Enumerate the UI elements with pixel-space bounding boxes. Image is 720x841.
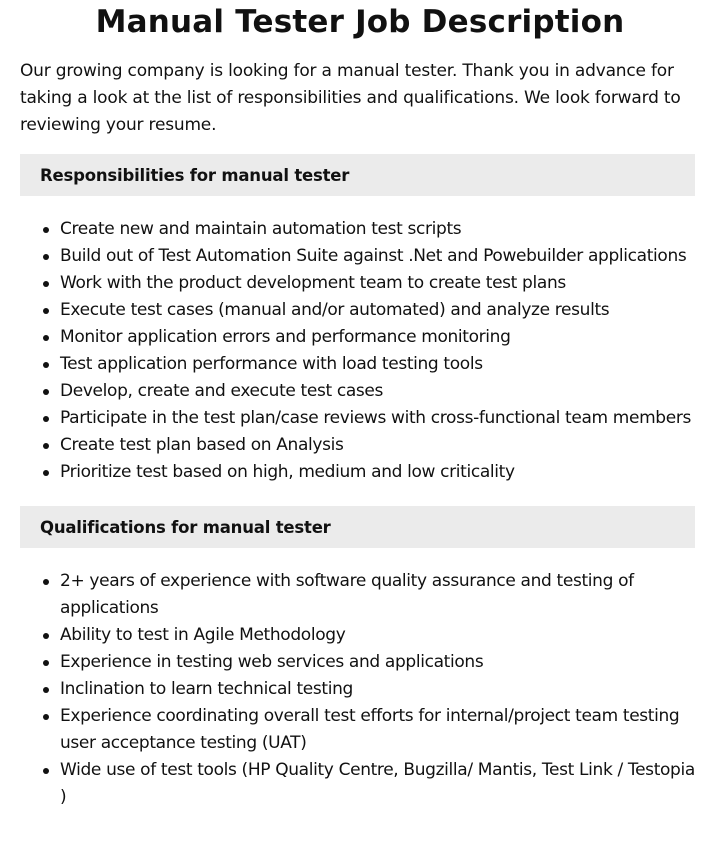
- responsibilities-list: [0, 216, 700, 486]
- list-item: Participate in the test plan/case reviews with cross-functional team members: [60, 405, 700, 432]
- responsibilities-heading: Responsibilities for manual tester: [40, 165, 350, 185]
- list-item: Execute test cases (manual and/or automated) and analyze results: [60, 297, 700, 324]
- list-item: Prioritize test based on high, medium and low criticality: [60, 459, 700, 486]
- qualifications-header: [20, 506, 695, 548]
- intro-paragraph: Our growing company is looking for a manual tester. Thank you in advance for taking a look at the list of responsibilities and qualifications. We look forward to reviewing your resume.: [20, 61, 681, 135]
- list-item: Develop, create and execute test cases: [60, 378, 700, 405]
- qualifications-list: [0, 568, 700, 811]
- list-item: Inclination to learn technical testing: [60, 676, 700, 703]
- list-item: Work with the product development team to create test plans: [60, 270, 700, 297]
- list-item: Experience coordinating overall test efforts for internal/project team testing user acceptance testing (UAT): [60, 703, 700, 757]
- list-item: Monitor application errors and performance monitoring: [60, 324, 700, 351]
- page-title: Manual Tester Job Description: [95, 4, 625, 40]
- list-item: Create test plan based on Analysis: [60, 432, 700, 459]
- list-item: Experience in testing web services and applications: [60, 649, 700, 676]
- list-item: Create new and maintain automation test scripts: [60, 216, 700, 243]
- qualifications-heading: Qualifications for manual tester: [40, 517, 331, 537]
- list-item: Ability to test in Agile Methodology: [60, 622, 700, 649]
- list-item: Build out of Test Automation Suite against .Net and Powebuilder applications: [60, 243, 700, 270]
- responsibilities-header: [20, 154, 695, 196]
- list-item: Test application performance with load testing tools: [60, 351, 700, 378]
- list-item: Wide use of test tools (HP Quality Centre, Bugzilla/ Mantis, Test Link / Testopia ): [60, 757, 700, 811]
- list-item: 2+ years of experience with software quality assurance and testing of applications: [60, 568, 700, 622]
